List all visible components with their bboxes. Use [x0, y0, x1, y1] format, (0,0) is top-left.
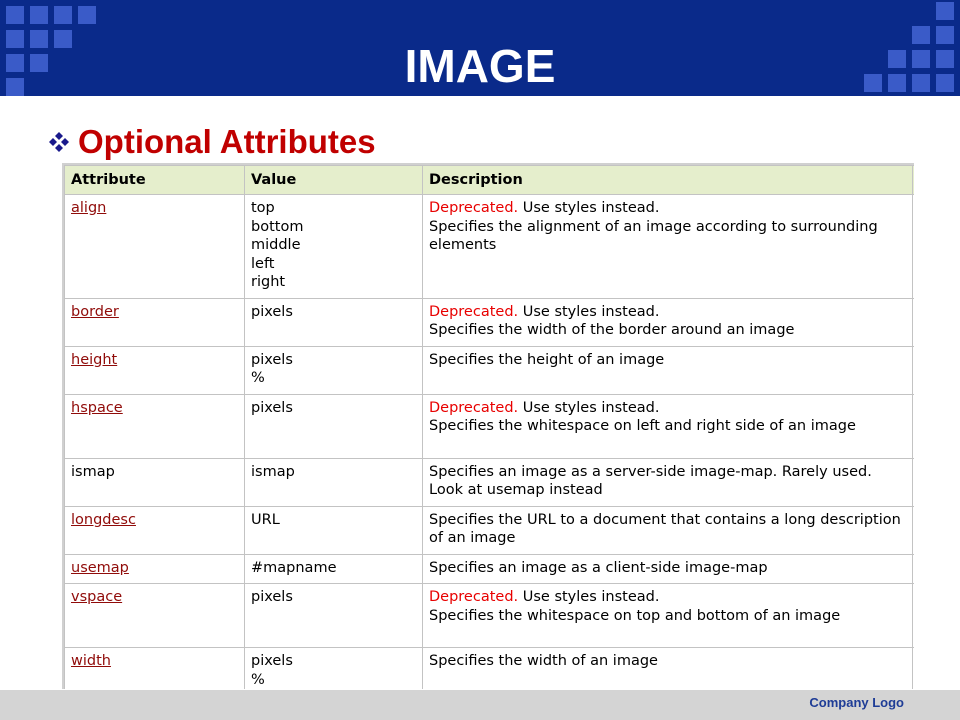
value-item: pixels	[251, 351, 293, 368]
subtitle-text: Optional Attributes	[78, 123, 376, 160]
value-item: #mapname	[251, 559, 337, 576]
attribute-cell	[65, 346, 245, 394]
value-cell	[245, 458, 423, 506]
value-item: left	[251, 255, 275, 272]
deprecated-label: Deprecated.	[429, 589, 519, 605]
deprecated-note: Use styles instead.	[518, 589, 660, 605]
company-logo-text: Company Logo	[809, 695, 904, 710]
deprecated-label: Deprecated.	[429, 399, 519, 416]
description-cell	[423, 195, 913, 299]
value-cell	[245, 195, 423, 299]
table-row	[65, 506, 915, 554]
header-square	[936, 2, 954, 20]
attributes-table-container	[62, 163, 914, 689]
table-row	[65, 584, 915, 648]
deprecated-label: Deprecated.	[429, 200, 519, 216]
value-cell	[245, 554, 423, 584]
extra-cell	[913, 554, 915, 584]
four-diamond-bullet-icon	[48, 131, 70, 153]
value-item: %	[251, 671, 265, 688]
subtitle-row	[48, 122, 376, 162]
description-text: Specifies the URL to a document that contains a long description of an image	[429, 511, 901, 546]
table-row	[65, 195, 915, 299]
description-text: Specifies an image as a client-side image-map	[429, 559, 768, 576]
attribute-cell	[65, 648, 245, 690]
description-text: Specifies the whitespace on left and right side of an image	[429, 418, 856, 434]
description-cell	[423, 506, 913, 554]
description-text: Specifies an image as a server-side image-map. Rarely used. Look at usemap instead	[429, 463, 872, 498]
description-cell	[423, 346, 913, 394]
value-cell	[245, 346, 423, 394]
value-item: ismap	[251, 463, 295, 480]
value-item: pixels	[251, 303, 293, 320]
attributes-table	[64, 165, 914, 689]
slide-header	[0, 0, 960, 96]
header-square	[6, 6, 24, 24]
value-item: URL	[251, 511, 280, 528]
attribute-cell	[65, 554, 245, 584]
table-row	[65, 298, 915, 346]
extra-cell	[913, 458, 915, 506]
table-row	[65, 394, 915, 458]
attribute-link[interactable]: usemap	[71, 559, 129, 576]
deprecated-note: Use styles instead.	[518, 399, 660, 416]
attribute-cell	[65, 458, 245, 506]
table-row	[65, 346, 915, 394]
attribute-link[interactable]: width	[71, 653, 111, 669]
description-cell	[423, 648, 913, 690]
value-cell	[245, 394, 423, 458]
value-cell	[245, 298, 423, 346]
attribute-cell	[65, 584, 245, 648]
value-cell	[245, 506, 423, 554]
extra-cell	[913, 346, 915, 394]
column-header-extra	[913, 166, 915, 195]
extra-cell	[913, 506, 915, 554]
attribute-link[interactable]: hspace	[71, 399, 123, 416]
description-text: Specifies the alignment of an image according to surrounding elements	[429, 218, 878, 253]
attribute-cell	[65, 298, 245, 346]
slide-title: IMAGE	[404, 40, 556, 92]
attribute-link[interactable]: border	[71, 303, 119, 320]
attribute-cell	[65, 506, 245, 554]
value-item: right	[251, 274, 286, 290]
deprecated-note: Use styles instead.	[518, 200, 660, 216]
value-cell	[245, 584, 423, 648]
description-text: Specifies the width of the border around an image	[429, 322, 795, 338]
column-header-attribute: Attribute	[65, 166, 245, 195]
deprecated-label: Deprecated.	[429, 303, 519, 320]
extra-cell	[913, 195, 915, 299]
attribute-link[interactable]: vspace	[71, 589, 123, 605]
value-item: pixels	[251, 653, 293, 669]
column-header-value: Value	[245, 166, 423, 195]
attribute-text: ismap	[71, 463, 115, 480]
description-cell	[423, 458, 913, 506]
extra-cell	[913, 648, 915, 690]
extra-cell	[913, 394, 915, 458]
value-item: bottom	[251, 218, 304, 235]
attribute-cell	[65, 195, 245, 299]
header-square	[30, 6, 48, 24]
attribute-cell	[65, 394, 245, 458]
value-item: %	[251, 370, 265, 386]
table-row	[65, 554, 915, 584]
extra-cell	[913, 584, 915, 648]
value-item: top	[251, 200, 275, 216]
header-square	[78, 6, 96, 24]
attribute-link[interactable]: height	[71, 351, 118, 368]
value-item: pixels	[251, 399, 293, 416]
description-cell	[423, 298, 913, 346]
description-cell	[423, 584, 913, 648]
table-row	[65, 648, 915, 690]
description-cell	[423, 554, 913, 584]
value-cell	[245, 648, 423, 690]
slide-footer	[0, 690, 960, 720]
column-header-description: Description	[423, 166, 913, 195]
value-item: pixels	[251, 589, 293, 605]
description-text: Specifies the whitespace on top and bottom of an image	[429, 607, 841, 624]
description-cell	[423, 394, 913, 458]
table-row	[65, 458, 915, 506]
attribute-link[interactable]: longdesc	[71, 511, 136, 528]
deprecated-note: Use styles instead.	[518, 303, 660, 320]
header-square	[54, 6, 72, 24]
extra-cell	[913, 298, 915, 346]
description-text: Specifies the width of an image	[429, 653, 658, 669]
value-item: middle	[251, 237, 301, 253]
description-text: Specifies the height of an image	[429, 351, 665, 368]
table-header-row	[65, 166, 915, 195]
attribute-link[interactable]: align	[71, 200, 107, 216]
